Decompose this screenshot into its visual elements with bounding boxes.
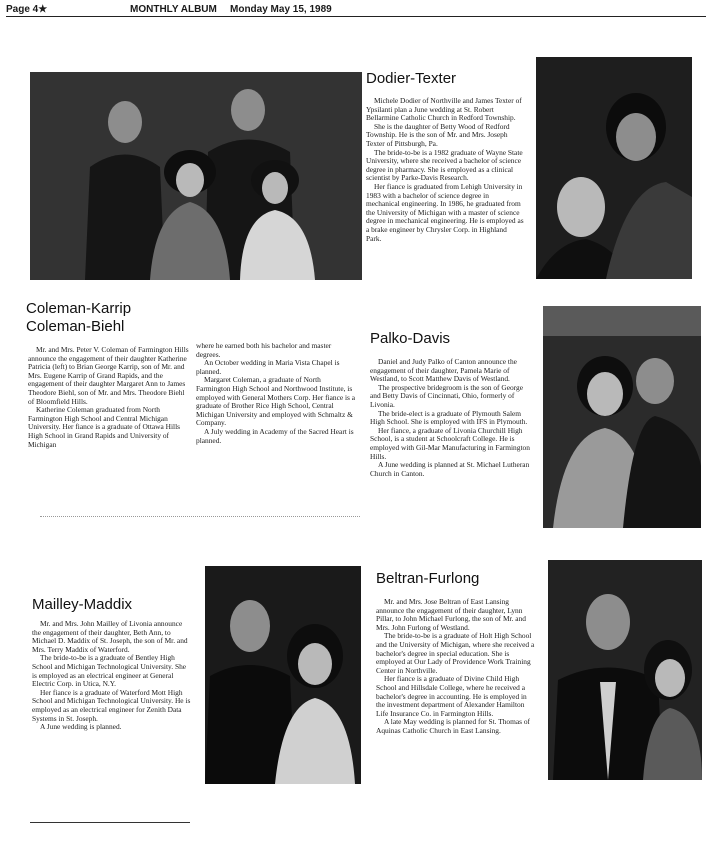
palko-body	[370, 358, 532, 478]
dodier-photo	[536, 57, 692, 279]
mailley-headline: Mailley-Maddix	[32, 596, 133, 613]
palko-paragraph: Her fiance, a graduate of Livonia Churchill High School, is a student at Schoolcraft College. He is employed with Gil-Mar Manufacturing in Farmington Hills.	[370, 425, 530, 461]
coleman-headline-2: Coleman-Biehl	[26, 318, 125, 335]
separator	[40, 516, 360, 518]
dodier-paragraph: The bride-to-be is a 1982 graduate of Wayne State University, where she received a bachelor of science degree in pharmacy. She is employed as a clinical scientist by Parke-Davis Research.	[366, 147, 523, 183]
dodier-body	[366, 97, 524, 243]
beltran-paragraph: A late May wedding is planned for St. Thomas of Aquinas Catholic Church in East Lansing.	[376, 717, 531, 735]
palko-paragraph: The bride-elect is a graduate of Plymouth Salem High School. She is employed with IFS in Plymouth.	[370, 408, 528, 427]
issue-date: Monday May 15, 1989	[230, 4, 332, 15]
coleman-paragraph: A July wedding in Academy of the Sacred Heart is planned.	[196, 426, 354, 445]
section-title: MONTHLY ALBUM	[130, 4, 217, 15]
footer-rule	[30, 822, 190, 824]
dodier-paragraph: She is the daughter of Betty Wood of Redford Township. He is the son of Mr. and Mrs. Joseph Texter of Pittsburgh, Pa.	[366, 121, 510, 148]
beltran-headline: Beltran-Furlong	[376, 570, 480, 587]
coleman-paragraph: An October wedding in Maria Vista Chapel is planned.	[196, 358, 340, 376]
dodier-paragraph: Her fiance is graduated from Lehigh University in 1983 with a bachelor of science degree in mechanical engineering. In 1986, he graduated from the University of Michigan with a master of science degree in mechanical engineering. He is employed as a brake engineer by Chrysler Corp. in Highland Park.	[366, 181, 524, 243]
coleman-column-1	[28, 346, 190, 449]
coleman-paragraph: where he earned both his bachelor and master degrees.	[196, 341, 332, 359]
beltran-photo	[548, 560, 702, 780]
dodier-headline: Dodier-Texter	[366, 70, 457, 87]
coleman-paragraph: Margaret Coleman, a graduate of North Farmington High School and Northwood Institute, is employed with General Mothers Corp. Her fiance is a graduate of Brother Rice High School, Central Michigan University and employed with Schmaltz & Company.	[196, 375, 356, 428]
coleman-photo	[30, 72, 362, 280]
palko-paragraph: The prospective bridegroom is the son of George and Betty Davis of Cincinnati, Ohio, formerly of Livonia.	[370, 382, 523, 409]
beltran-paragraph: Mr. and Mrs. Jose Beltran of East Lansing announce the engagement of their daughter, Lynn Pillar, to John Michael Furlong, the son of Mr. and Mrs. John Furlong of Westland.	[376, 597, 526, 632]
mailley-paragraph: The bride-to-be is a graduate of Bentley High School and Michigan Technological University. She is employed as an electrical engineer at General Electric Corp. in Utica, N.Y.	[32, 653, 187, 689]
palko-photo	[543, 306, 701, 528]
coleman-headline-1: Coleman-Karrip	[26, 300, 132, 317]
mailley-paragraph: Mr. and Mrs. John Mailley of Livonia announce the engagement of their daughter, Beth Ann, to Michael D. Maddix of St. Joseph, the son of Mr. and Mrs. Terry Maddix of Waterford.	[32, 619, 188, 654]
palko-paragraph: A June wedding is planned at St. Michael Lutheran Church in Canton.	[370, 460, 530, 478]
masthead-rule	[6, 16, 706, 17]
palko-paragraph: Daniel and Judy Palko of Canton announce the engagement of their daughter, Pamela Marie of Westland, to Scott Matthew Davis of Westland.	[370, 357, 517, 384]
mailley-photo	[205, 566, 361, 784]
coleman-paragraph: Katherine Coleman graduated from North Farmington High School and Central Michigan University. Her fiance is a graduate of Ottawa Hills High School in Grand Rapids and University of Michigan	[28, 405, 181, 449]
beltran-paragraph: Her fiance is a graduate of Divine Child High School and Hillsdale College, where he received a bachelor's degree in accounting. He is employed in the investment department of Alexander Hamilton Life Insurance Co. in Farmington Hills.	[376, 674, 527, 718]
dodier-paragraph: Michele Dodier of Northville and James Texter of Ypsilanti plan a June wedding at St. Robert Bellarmine Catholic Church in Redford Township.	[366, 96, 522, 123]
beltran-body	[376, 598, 536, 736]
mailley-paragraph: A June wedding is planned.	[40, 722, 122, 732]
mailley-paragraph: Her fiance is a graduate of Waterford Mott High School and Michigan Technological University. He is employed as an electrical engineer for Zenith Data Systems in St. Joseph.	[32, 687, 191, 723]
page-number: Page 4★	[6, 4, 48, 15]
coleman-paragraph: Mr. and Mrs. Peter V. Coleman of Farmington Hills announce the engagement of their daughter Katherine Patricia (left) to Brian George Karrip, son of Mr. and Mrs. Eugene Karrip of Grand Rapids, and the engagement of their daughter Margaret Ann to James Theodore Biehl, son of Mr. and Mrs. Theodore Biehl of Bloomfield Hills.	[28, 345, 189, 406]
palko-headline: Palko-Davis	[370, 330, 451, 347]
coleman-column-2	[196, 342, 356, 445]
beltran-paragraph: The bride-to-be is a graduate of Holt High School and the University of Michigan, where she received a bachelor's degree in special education. She is employed at Our Lady of Providence Work Training Center in Northville.	[376, 631, 535, 675]
mailley-body	[32, 620, 192, 732]
